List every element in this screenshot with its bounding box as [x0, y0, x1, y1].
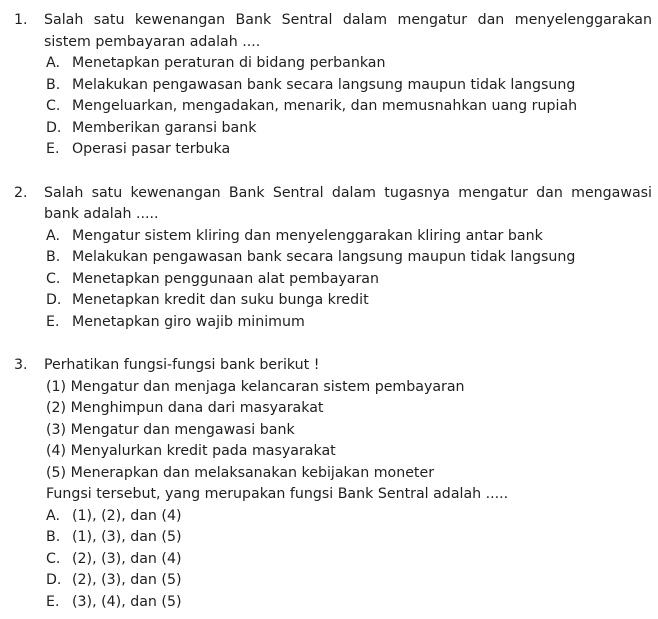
- option-text: Operasi pasar terbuka: [72, 141, 231, 157]
- option-letter: D.: [46, 572, 62, 588]
- option-letter: B.: [46, 249, 61, 265]
- statement-item: (1) Mengatur dan menjaga kelancaran sistem pembayaran: [46, 378, 465, 395]
- statement-item: (2) Menghimpun dana dari masyarakat: [46, 400, 324, 416]
- option-text: (1), (3), dan (5): [72, 529, 182, 545]
- question-number: 3.: [14, 357, 28, 373]
- answer-option: [46, 570, 652, 592]
- option-text: (3), (4), dan (5): [72, 593, 182, 610]
- question-stem: [14, 10, 652, 53]
- option-letter: D.: [46, 119, 62, 136]
- question-text-line: Salah satu kewenangan Bank Sentral dalam mengatur dan menyelenggarakan: [44, 12, 652, 28]
- option-letter: E.: [46, 313, 60, 330]
- option-text: Menetapkan kredit dan suku bunga kredit: [72, 292, 369, 308]
- answer-options: [46, 226, 652, 334]
- question-text: [44, 355, 652, 377]
- option-letter: B.: [46, 76, 61, 93]
- answer-option: [46, 290, 652, 312]
- option-text: Melakukan pengawasan bank secara langsung maupun tidak langsung: [72, 76, 576, 93]
- option-text: Mengeluarkan, mengadakan, menarik, dan memusnahkan uang rupiah: [72, 98, 578, 114]
- question-3: [14, 355, 652, 613]
- question-text-line: Perhatikan fungsi-fungsi bank berikut !: [44, 357, 320, 373]
- question-1: [14, 10, 652, 161]
- option-letter: A.: [46, 227, 60, 244]
- option-text: (1), (2), dan (4): [72, 507, 182, 524]
- option-letter: D.: [46, 292, 62, 308]
- option-letter: E.: [46, 593, 60, 610]
- statement-item: (5) Menerapkan dan melaksanakan kebijakan moneter: [46, 464, 435, 481]
- question-2: [14, 183, 652, 334]
- question-text: [44, 10, 652, 53]
- answer-option: [46, 506, 652, 528]
- answer-option: [46, 118, 652, 140]
- option-letter: C.: [46, 270, 61, 287]
- answer-option: [46, 527, 652, 549]
- option-letter: A.: [46, 507, 60, 524]
- statement-item: (3) Mengatur dan mengawasi bank: [46, 421, 295, 438]
- answer-option: [46, 549, 652, 571]
- question-number: 1.: [14, 12, 28, 28]
- option-text: Menetapkan penggunaan alat pembayaran: [72, 270, 379, 287]
- option-text: (2), (3), dan (4): [72, 550, 182, 567]
- option-letter: E.: [46, 141, 60, 157]
- question-text-line: bank adalah .....: [44, 206, 159, 222]
- answer-option: [46, 592, 652, 614]
- answer-options: [46, 506, 652, 614]
- question-stem: [14, 355, 652, 377]
- option-letter: C.: [46, 98, 61, 114]
- option-text: Mengatur sistem kliring dan menyelenggarakan kliring antar bank: [72, 227, 543, 244]
- answer-option: [46, 53, 652, 75]
- option-text: Memberikan garansi bank: [72, 119, 257, 136]
- statement-list: [46, 377, 652, 485]
- option-text: Melakukan pengawasan bank secara langsung maupun tidak langsung: [72, 249, 576, 265]
- question-prompt: Fungsi tersebut, yang merupakan fungsi Bank Sentral adalah .....: [46, 486, 509, 502]
- statement-item: (4) Menyalurkan kredit pada masyarakat: [46, 443, 336, 459]
- answer-options: [46, 53, 652, 161]
- question-text-line: sistem pembayaran adalah ....: [44, 33, 261, 50]
- option-letter: A.: [46, 55, 60, 71]
- option-letter: B.: [46, 529, 61, 545]
- question-number: 2.: [14, 184, 28, 201]
- answer-option: [46, 247, 652, 269]
- answer-option: [46, 96, 652, 118]
- answer-option: [46, 226, 652, 248]
- answer-option: [46, 269, 652, 291]
- question-text-line: Salah satu kewenangan Bank Sentral dalam tugasnya mengatur dan mengawasi: [44, 184, 652, 201]
- option-text: Menetapkan peraturan di bidang perbankan: [72, 55, 386, 71]
- question-text: [44, 183, 652, 226]
- option-text: Menetapkan giro wajib minimum: [72, 313, 305, 330]
- question-stem: [14, 183, 652, 226]
- answer-option: [46, 312, 652, 334]
- option-letter: C.: [46, 550, 61, 567]
- answer-option: [46, 75, 652, 97]
- option-text: (2), (3), dan (5): [72, 572, 182, 588]
- answer-option: [46, 139, 652, 161]
